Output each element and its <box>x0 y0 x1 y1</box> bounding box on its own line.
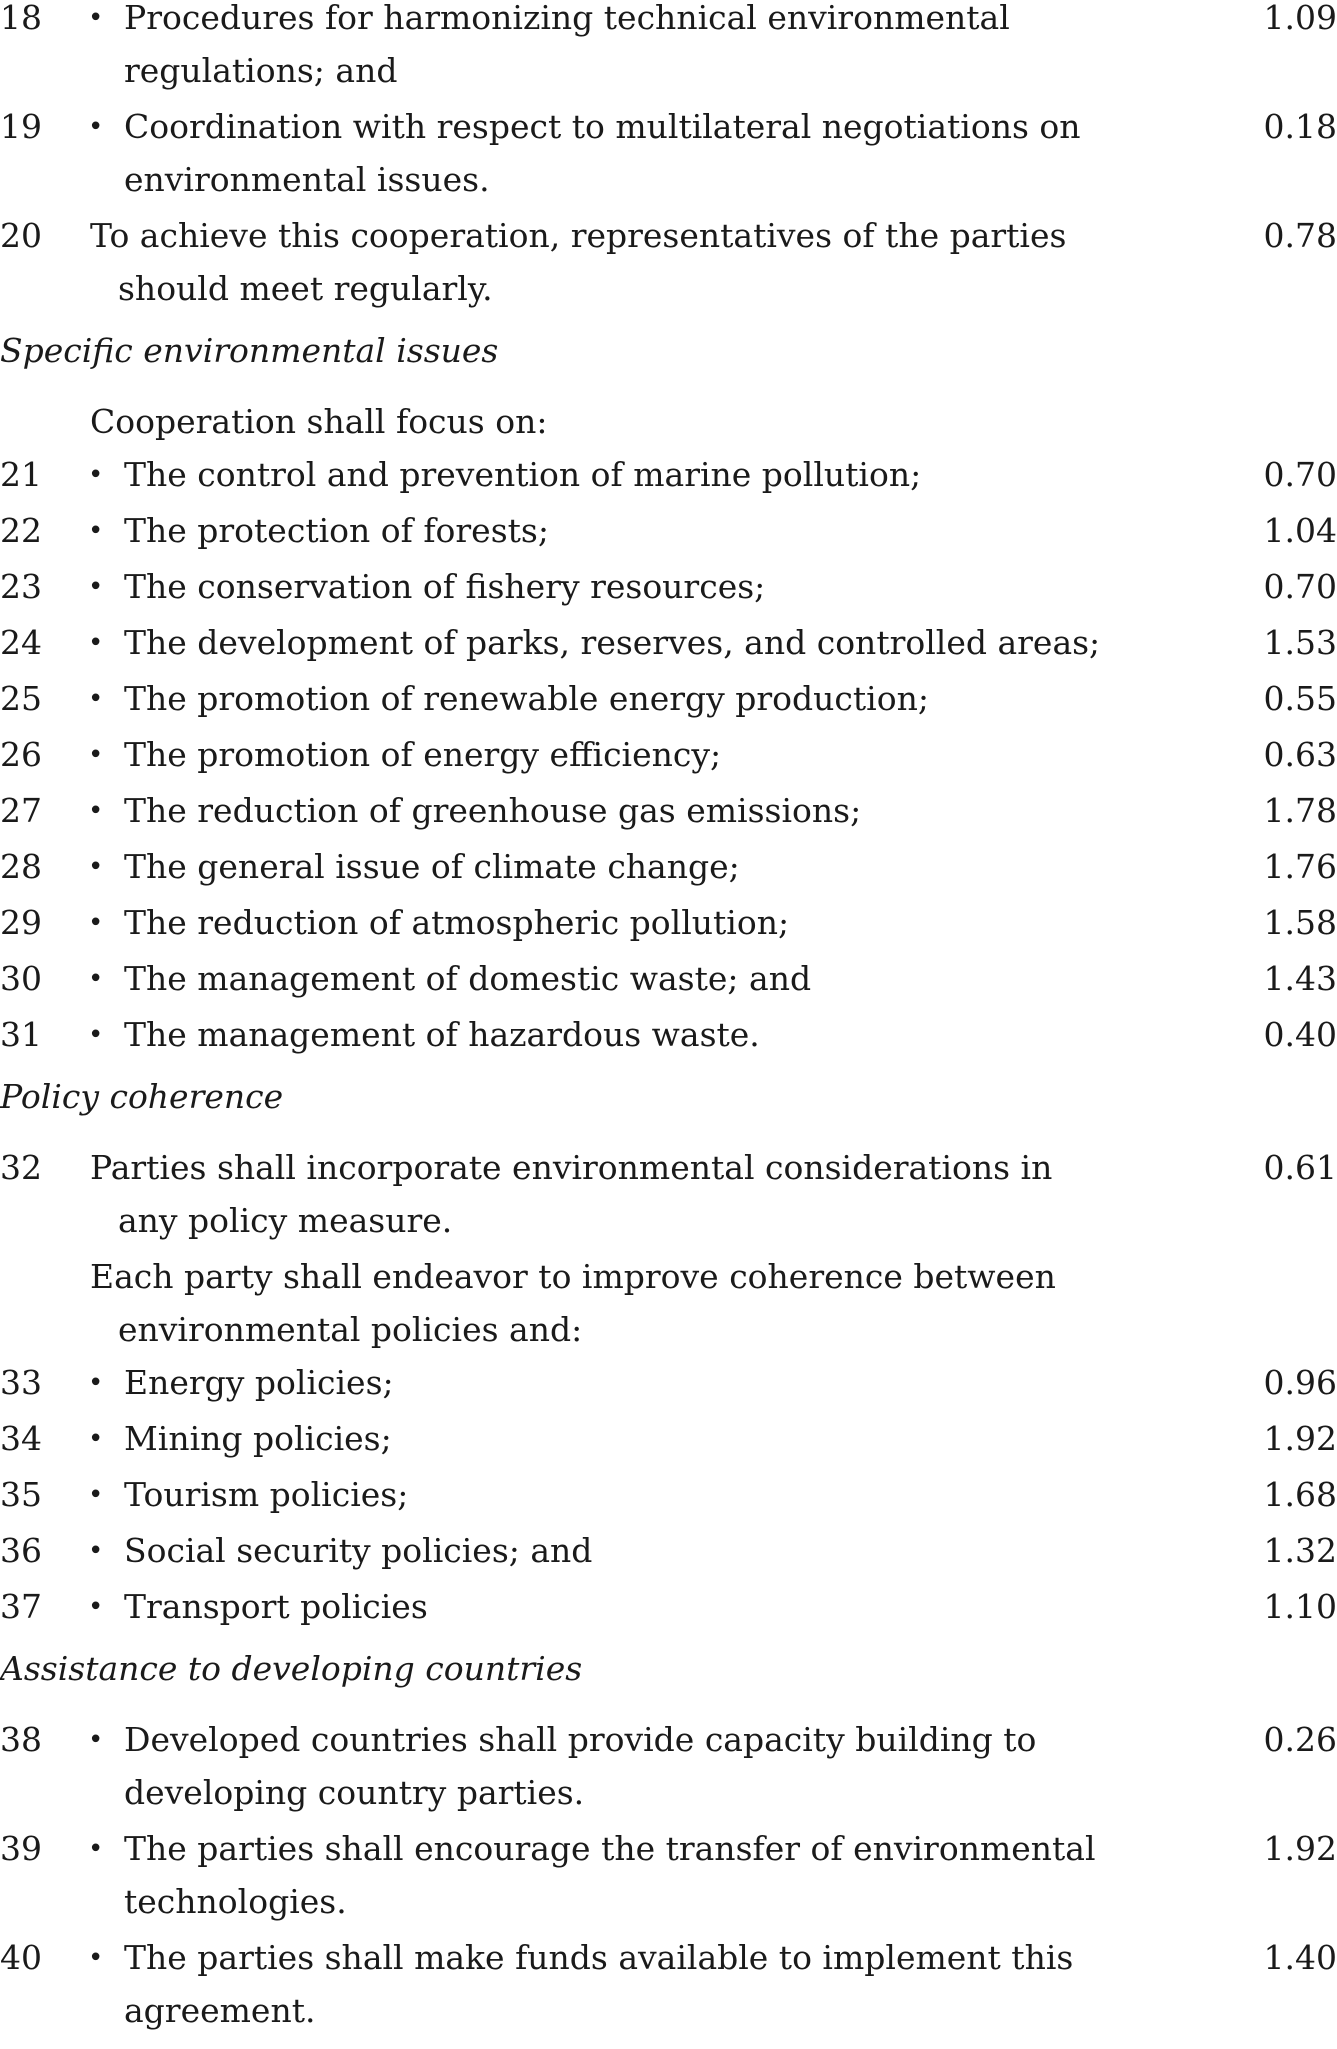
item-score: 0.55 <box>1263 679 1337 718</box>
item-text-line: The development of parks, reserves, and controlled areas; <box>124 623 1101 662</box>
item-text-line: Social security policies; and <box>124 1531 593 1570</box>
item-score: 1.40 <box>1263 1938 1337 1977</box>
bullet-icon: • <box>88 516 104 546</box>
item-number: 29 <box>0 903 42 942</box>
bullet-icon: • <box>88 460 104 490</box>
item-text-line: The promotion of energy efficiency; <box>124 735 722 774</box>
item-number: 31 <box>0 1015 42 1054</box>
item-text-line: any policy measure. <box>118 1201 453 1240</box>
item-number: 21 <box>0 455 42 494</box>
item-number: 18 <box>0 0 42 37</box>
item-text-line: Procedures for harmonizing technical environmental <box>124 0 1010 37</box>
item-number: 39 <box>0 1829 42 1868</box>
item-score: 1.92 <box>1263 1829 1337 1868</box>
item-text-line: The parties shall make funds available to implement this <box>124 1938 1074 1977</box>
item-number: 25 <box>0 679 42 718</box>
item-text-line: The management of hazardous waste. <box>124 1015 760 1054</box>
section-heading: Assistance to developing countries <box>0 1649 583 1688</box>
item-text-line: developing country parties. <box>124 1773 585 1812</box>
item-number: 35 <box>0 1475 42 1514</box>
bullet-icon: • <box>88 684 104 714</box>
item-score: 1.32 <box>1263 1531 1337 1570</box>
item-number: 26 <box>0 735 42 774</box>
item-score: 0.70 <box>1263 567 1337 606</box>
item-text-line: The protection of forests; <box>124 511 549 550</box>
item-text-line: The management of domestic waste; and <box>124 959 812 998</box>
item-score: 0.96 <box>1263 1363 1337 1402</box>
section-heading: Policy coherence <box>0 1077 284 1116</box>
item-number: 34 <box>0 1419 42 1458</box>
item-score: 1.04 <box>1263 511 1337 550</box>
bullet-icon: • <box>88 852 104 882</box>
item-text-line: The general issue of climate change; <box>124 847 740 886</box>
item-score: 1.76 <box>1263 847 1337 886</box>
intro-text-line: Cooperation shall focus on: <box>90 402 548 441</box>
item-score: 1.92 <box>1263 1419 1337 1458</box>
bullet-icon: • <box>88 964 104 994</box>
bullet-icon: • <box>88 1725 104 1755</box>
item-number: 19 <box>0 107 42 146</box>
item-score: 1.78 <box>1263 791 1337 830</box>
item-text-line: Developed countries shall provide capacity building to <box>124 1720 1037 1759</box>
item-score: 0.61 <box>1263 1148 1337 1187</box>
item-score: 1.43 <box>1263 959 1337 998</box>
item-score: 0.18 <box>1263 107 1337 146</box>
bullet-icon: • <box>88 1592 104 1622</box>
item-score: 1.53 <box>1263 623 1337 662</box>
item-text-line: The reduction of greenhouse gas emissions; <box>124 791 862 830</box>
item-number: 27 <box>0 791 42 830</box>
bullet-icon: • <box>88 3 104 33</box>
item-score: 0.70 <box>1263 455 1337 494</box>
item-text-line: regulations; and <box>124 51 398 90</box>
item-text-line: The reduction of atmospheric pollution; <box>124 903 790 942</box>
item-score: 1.68 <box>1263 1475 1337 1514</box>
bullet-icon: • <box>88 1368 104 1398</box>
item-number: 24 <box>0 623 42 662</box>
item-text-line: Mining policies; <box>124 1419 392 1458</box>
item-number: 38 <box>0 1720 42 1759</box>
bullet-icon: • <box>88 1424 104 1454</box>
item-text-line: Coordination with respect to multilateral negotiations on <box>124 107 1081 146</box>
item-number: 30 <box>0 959 42 998</box>
item-text-line: should meet regularly. <box>118 269 493 308</box>
item-number: 40 <box>0 1938 42 1977</box>
bullet-icon: • <box>88 908 104 938</box>
item-number: 23 <box>0 567 42 606</box>
item-text-line: To achieve this cooperation, representatives of the parties <box>90 216 1067 255</box>
intro-text-line: environmental policies and: <box>118 1310 583 1349</box>
item-score: 0.63 <box>1263 735 1337 774</box>
bullet-icon: • <box>88 1480 104 1510</box>
item-number: 22 <box>0 511 42 550</box>
item-number: 32 <box>0 1148 42 1187</box>
bullet-icon: • <box>88 1943 104 1973</box>
item-score: 0.40 <box>1263 1015 1337 1054</box>
item-score: 0.78 <box>1263 216 1337 255</box>
section-heading: Specific environmental issues <box>0 331 499 370</box>
bullet-icon: • <box>88 740 104 770</box>
item-text-line: The control and prevention of marine pollution; <box>124 455 922 494</box>
item-text-line: technologies. <box>124 1882 347 1921</box>
bullet-icon: • <box>88 572 104 602</box>
bullet-icon: • <box>88 1834 104 1864</box>
bullet-icon: • <box>88 796 104 826</box>
item-number: 36 <box>0 1531 42 1570</box>
item-text-line: The promotion of renewable energy production; <box>124 679 929 718</box>
item-score: 1.10 <box>1263 1587 1337 1626</box>
item-score: 0.26 <box>1263 1720 1337 1759</box>
item-text-line: Parties shall incorporate environmental considerations in <box>90 1148 1053 1187</box>
item-score: 1.09 <box>1263 0 1337 37</box>
item-score: 1.58 <box>1263 903 1337 942</box>
bullet-icon: • <box>88 628 104 658</box>
item-text-line: environmental issues. <box>124 160 490 199</box>
item-text-line: The parties shall encourage the transfer of environmental <box>124 1829 1096 1868</box>
item-text-line: Transport policies <box>124 1587 428 1626</box>
item-number: 33 <box>0 1363 42 1402</box>
item-number: 20 <box>0 216 42 255</box>
item-text-line: The conservation of fishery resources; <box>124 567 766 606</box>
bullet-icon: • <box>88 1536 104 1566</box>
item-number: 37 <box>0 1587 42 1626</box>
item-text-line: Tourism policies; <box>124 1475 409 1514</box>
item-text-line: agreement. <box>124 1991 316 2030</box>
bullet-icon: • <box>88 1020 104 1050</box>
item-text-line: Energy policies; <box>124 1363 394 1402</box>
intro-text-line: Each party shall endeavor to improve coherence between <box>90 1257 1056 1296</box>
item-number: 28 <box>0 847 42 886</box>
bullet-icon: • <box>88 112 104 142</box>
